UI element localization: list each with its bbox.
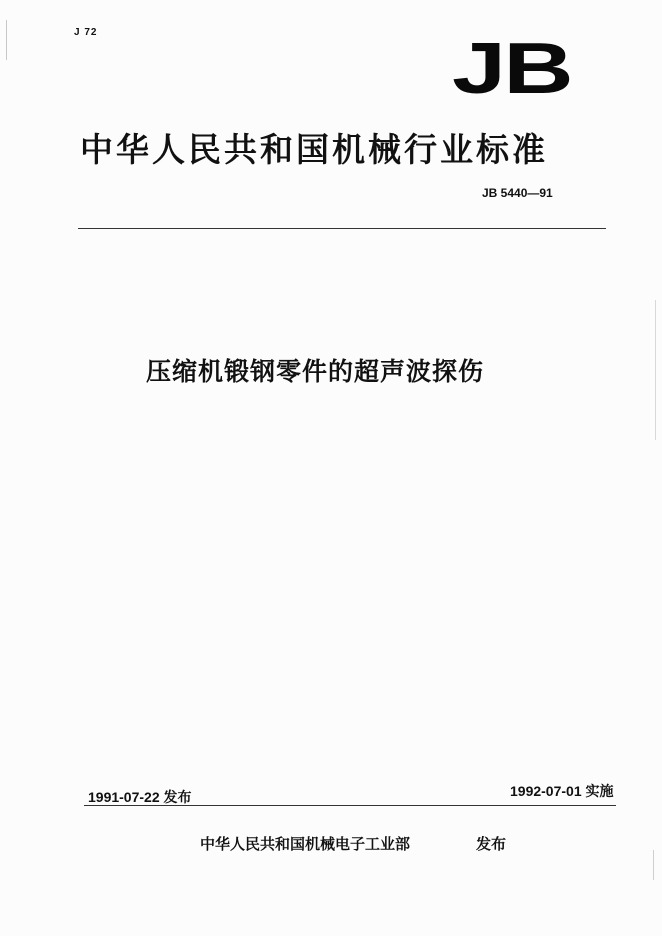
issue-date: 1991-07-22 发布	[88, 789, 192, 805]
jb-logo: JB	[452, 29, 571, 109]
scan-edge-mark	[6, 20, 7, 60]
standard-title: 中华人民共和国机械行业标准	[80, 130, 548, 169]
effective-date: 1992-07-01 实施	[510, 783, 614, 799]
issuing-authority: 中华人民共和国机械电子工业部	[200, 835, 411, 853]
document-title: 压缩机锻钢零件的超声波探伤	[146, 357, 485, 386]
scan-edge-mark	[653, 850, 654, 880]
classification-code: J 72	[74, 27, 98, 38]
footer-divider	[84, 805, 616, 806]
scan-edge-mark	[655, 300, 656, 440]
issuing-action: 发布	[476, 835, 507, 853]
standard-code: JB 5440—91	[482, 186, 553, 200]
header-divider	[78, 228, 606, 229]
